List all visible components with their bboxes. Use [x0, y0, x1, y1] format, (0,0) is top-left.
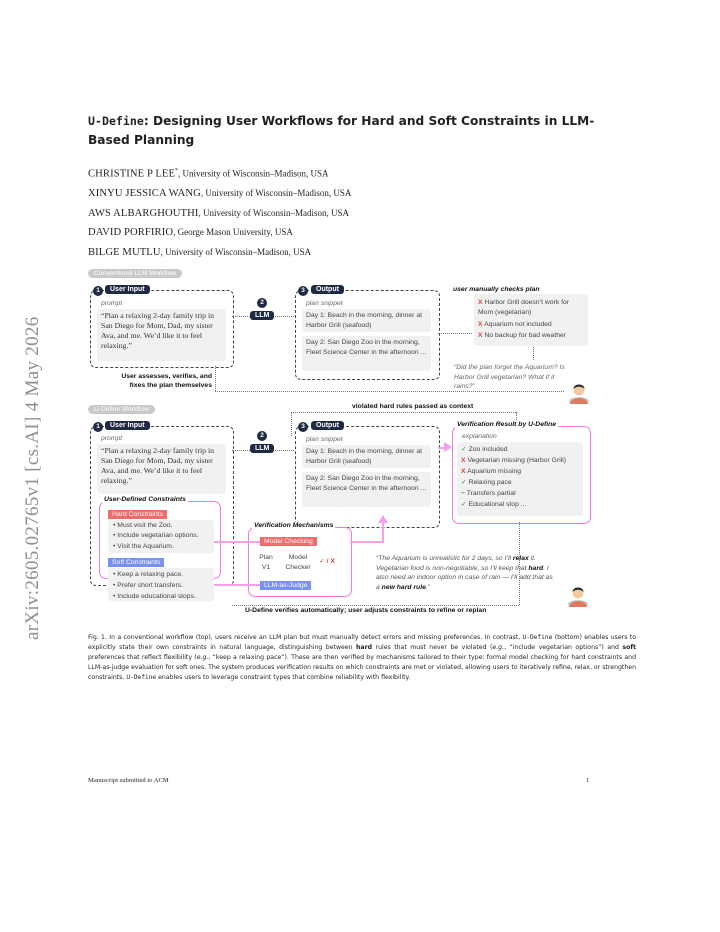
title-system-name: U-Define — [88, 114, 144, 128]
conv-step3-label: Output — [311, 285, 344, 294]
model-checking-label: Model Checking — [260, 537, 317, 546]
soft-constraints-label: Soft Constraints — [108, 558, 164, 567]
result-item: ~ Transfers partial — [461, 490, 516, 497]
ud-step1-label: User Input — [105, 421, 150, 430]
violated-line-v1 — [291, 412, 292, 436]
ud-step3-label: Output — [311, 421, 344, 430]
paper-title — [88, 112, 628, 150]
arrowhead-up-icon — [378, 515, 388, 523]
model-checker-label: Model Checker — [285, 554, 311, 571]
conv-check-item: X Aquarium not included — [478, 321, 552, 328]
conv-arrow-3 — [438, 333, 472, 334]
conv-check-item: X Harbor Grill doesn’t work for Mom (vegetarian) — [478, 299, 570, 316]
ud-arrow-2 — [275, 450, 294, 451]
result-item: ✓ Educational stop ... — [461, 501, 527, 508]
ud-plan-label: plan snippet — [306, 436, 343, 443]
ud-step3-number: 3 — [298, 422, 308, 432]
page-number: 1 — [586, 777, 590, 784]
hard-item: • Must visit the Zoo. — [113, 522, 173, 529]
user-avatar-icon — [566, 583, 590, 607]
hard-constraints-label: Hard Constraints — [108, 510, 167, 519]
explanation-label: explanation — [462, 433, 497, 440]
soft-item: • Prefer short transfers. — [113, 582, 184, 589]
ud-step1-number: 1 — [93, 422, 103, 432]
mech-up-connector — [382, 521, 384, 543]
ud-prompt-text: “Plan a relaxing 2-day family trip in San Diego for Mom, Dad, my sister Ava, and me. We’d like it to feel relaxing.” — [101, 446, 215, 485]
author-line: CHRISTINE P LEE*, University of Wisconsin–Madison, USA — [88, 168, 329, 180]
conv-loop-h — [215, 391, 564, 392]
arrowhead-icon — [444, 442, 452, 452]
result-item: ✓ Relaxing pace — [461, 479, 512, 486]
ud-llm-label: LLM — [250, 444, 274, 453]
result-item: X Aquarium missing — [461, 468, 522, 475]
llm-judge-label: LLM-as-Judge — [260, 581, 311, 590]
ud-loop-h — [232, 605, 519, 606]
ud-arrow-1 — [232, 450, 250, 451]
violated-label: violated hard rules passed as context — [352, 403, 474, 410]
conv-step1-number: 1 — [93, 286, 103, 296]
conv-user-quote: “Did the plan forget the Aquarium? Is Harbor Grill vegetarian? What if it rains?” — [454, 364, 565, 390]
mechanisms-title: Verification Mechanisms — [254, 522, 334, 529]
conv-arrow-4 — [533, 347, 534, 360]
conv-user-note: User assesses, verifies, and fixes the plan themselves — [121, 373, 212, 389]
author-line: AWS ALBARGHOUTHI, University of Wisconsin–Madison, USA — [88, 207, 349, 219]
ud-day1-text: Day 1: Beach in the morning, dinner at Harbor Grill (seafood) — [306, 448, 422, 465]
soft-item: • Include educational stops. — [113, 593, 196, 600]
footer-manuscript: Manuscript submitted to ACM — [88, 777, 169, 784]
conv-step3-number: 3 — [298, 286, 308, 296]
mech-out-connector — [350, 541, 383, 543]
violated-line-h — [291, 412, 516, 413]
conv-loop-v — [215, 366, 216, 391]
ud-day2-text: Day 2: San Diego Zoo in the morning, Fleet Science Center in the afternoon ... — [306, 475, 427, 492]
conv-plan-label: plan snippet — [306, 300, 343, 307]
result-item: X Vegetarian missing (Harbor Grill) — [461, 457, 567, 464]
conv-step1-label: User Input — [105, 285, 150, 294]
conv-arrow-1 — [232, 316, 250, 317]
conv-prompt-label: prompt — [101, 300, 123, 307]
conv-day2-text: Day 2: San Diego Zoo in the morning, Fleet Science Center in the afternoon ... — [306, 339, 427, 356]
conv-prompt-text: “Plan a relaxing 2-day family trip in San Diego for Mom, Dad, my sister Ava, and me. We’d like it to feel relaxing.” — [101, 311, 215, 350]
author-line: XINYU JESSICA WANG, University of Wisconsin–Madison, USA — [88, 187, 352, 199]
ud-step2-number: 2 — [257, 431, 267, 441]
soft-to-judge-connector — [214, 584, 260, 586]
hard-to-mc-connector — [214, 541, 260, 543]
ud-user-quote: “The Aquarium is unrealistic for 2 days, so I’ll relax it. Vegetarian food is non-negotiable, so I’ll keep that hard. I also need an indoor option in case of rain — I’ll add that as a new hard rule.” — [376, 555, 553, 591]
conv-llm-label: LLM — [250, 311, 274, 320]
conv-arrow-2 — [275, 316, 294, 317]
hard-item: • Visit the Aquarium. — [113, 543, 174, 550]
plan-v1-label: Plan V1 — [259, 554, 273, 571]
author-line: DAVID PORFIRIO, George Mason University, USA — [88, 227, 293, 239]
check-marks-label: ✓ / X — [319, 558, 335, 565]
conv-day1-text: Day 1: Beach in the morning, dinner at Harbor Grill (seafood) — [306, 312, 422, 329]
ud-bottom-note: U-Define verifies automatically; user adjusts constraints to refine or replan — [245, 607, 487, 614]
author-line: BILGE MUTLU, University of Wisconsin–Madison, USA — [88, 246, 312, 258]
conv-check-title: user manually checks plan — [453, 286, 540, 293]
verification-title: Verification Result by U-Define — [457, 421, 557, 428]
soft-item: • Keep a relaxing pace. — [113, 571, 184, 578]
author-list — [88, 162, 351, 262]
result-item: ✓ Zoo included — [461, 446, 508, 453]
conventional-section-label: Conventional LLM Workflow — [88, 269, 182, 278]
arxiv-stamp: arXiv:2605.02765v1 [cs.AI] 4 May 2026 — [22, 316, 43, 640]
title-rest: : Designing User Workflows for Hard and Soft Constraints in LLM-Based Planning — [88, 114, 595, 147]
figure-caption: Fig. 1. In a conventional workflow (top), users receive an LLM plan but must manually detect errors and missing preferences. In contrast, U-Define (bottom) enables users to explicitly state their own constraints in natural language, distinguishing between hard rules that must never be violated (e.g., “include vegetarian options”) and soft preferences that reflect flexibility (e.g., “keep a relaxing pace”). These are then verified by mechanisms tailored to their type: formal model checking for hard constraints and LLM-as-judge evaluation for soft ones. The system produces verification results on which constraints are met or violated, allowing users to iteratively refine, relax, or strengthen constraints. U-Define enables users to leverage constraint types that combine reliability with flexibility. — [88, 634, 637, 682]
ud-loop-v — [519, 522, 520, 605]
conv-check-item: X No backup for bad weather — [478, 332, 567, 339]
user-avatar-icon — [567, 380, 591, 404]
constraints-title: User-Defined Constraints — [104, 496, 186, 503]
ud-prompt-label: prompt — [101, 435, 123, 442]
conv-step2-number: 2 — [257, 298, 267, 308]
hard-item: • Include vegetarian options. — [113, 532, 199, 539]
udefine-section-label: U-Define Workflow — [88, 405, 155, 414]
